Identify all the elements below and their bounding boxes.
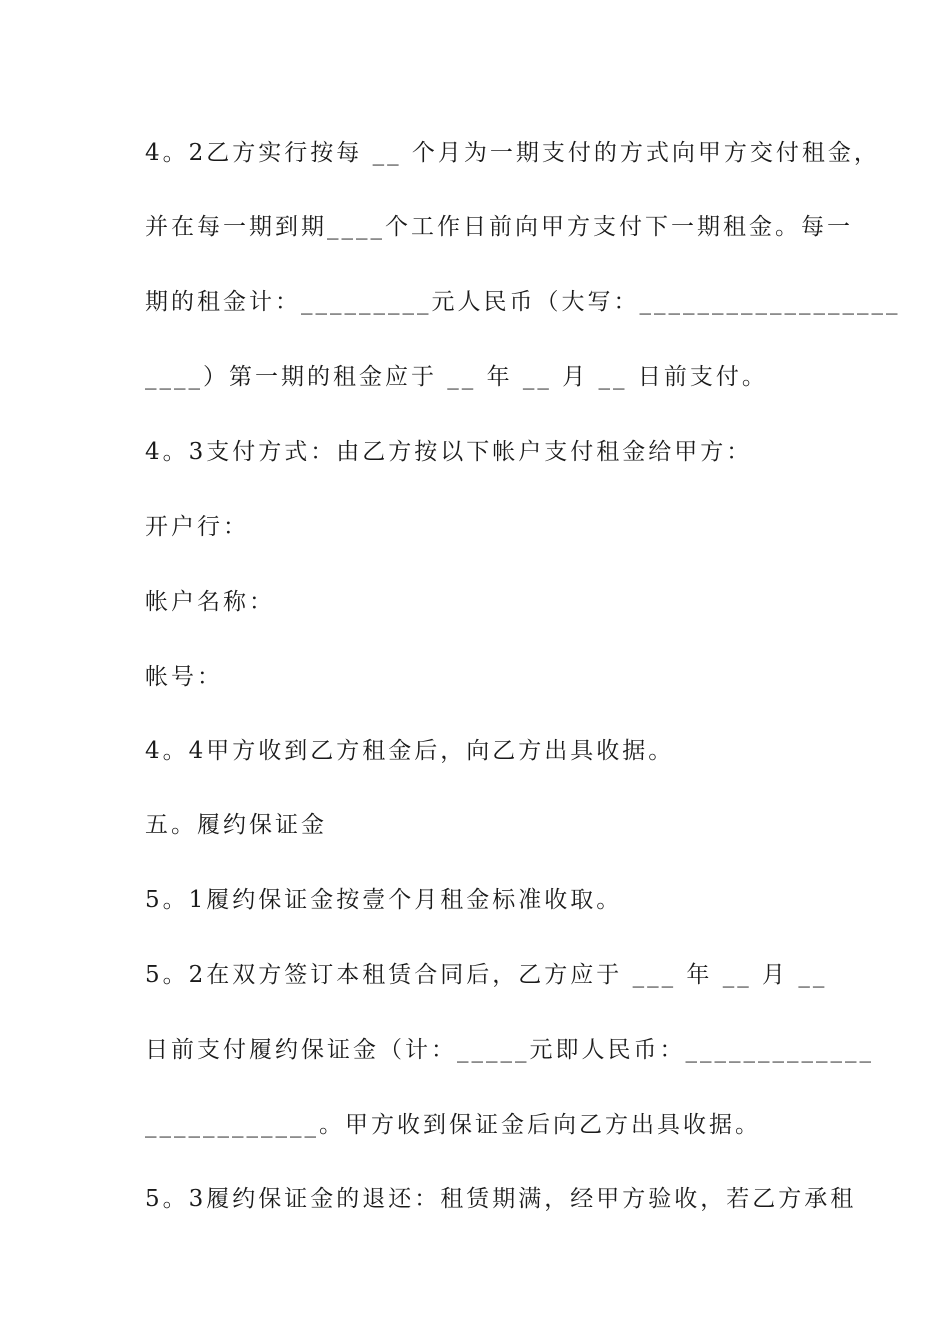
paragraph-5-2-line-1: 5。2在双方签订本租赁合同后，乙方应于 ___ 年 __ 月 __ — [145, 962, 828, 988]
account-number-label: 帐号： — [145, 664, 223, 690]
paragraph-5-1: 5。1履约保证金按壹个月租金标准收取。 — [145, 887, 623, 913]
section-5-heading: 五。履约保证金 — [145, 812, 327, 838]
paragraph-5-2-line-3: ____________。甲方收到保证金后向乙方出具收据。 — [145, 1112, 761, 1138]
paragraph-4-2-line-1: 4。2乙方实行按每 __ 个月为一期支付的方式向甲方交付租金， — [145, 140, 880, 166]
paragraph-4-2-line-4: ____）第一期的租金应于 __ 年 __ 月 __ 日前支付。 — [145, 364, 768, 390]
paragraph-5-2-line-2: 日前支付履约保证金（计：_____元即人民币：_____________ — [145, 1037, 874, 1063]
paragraph-4-2-line-3: 期的租金计：_________元人民币（大写：__________________ — [145, 289, 901, 315]
paragraph-4-3: 4。3支付方式：由乙方按以下帐户支付租金给甲方： — [145, 439, 753, 465]
paragraph-5-3-line-1: 5。3履约保证金的退还：租赁期满，经甲方验收，若乙方承租 — [145, 1186, 857, 1212]
paragraph-4-4: 4。4甲方收到乙方租金后，向乙方出具收据。 — [145, 738, 675, 764]
paragraph-4-2-line-2: 并在每一期到期____个工作日前向甲方支付下一期租金。每一 — [145, 214, 853, 240]
account-name-label: 帐户名称： — [145, 589, 275, 615]
bank-name-label: 开户行： — [145, 514, 249, 540]
